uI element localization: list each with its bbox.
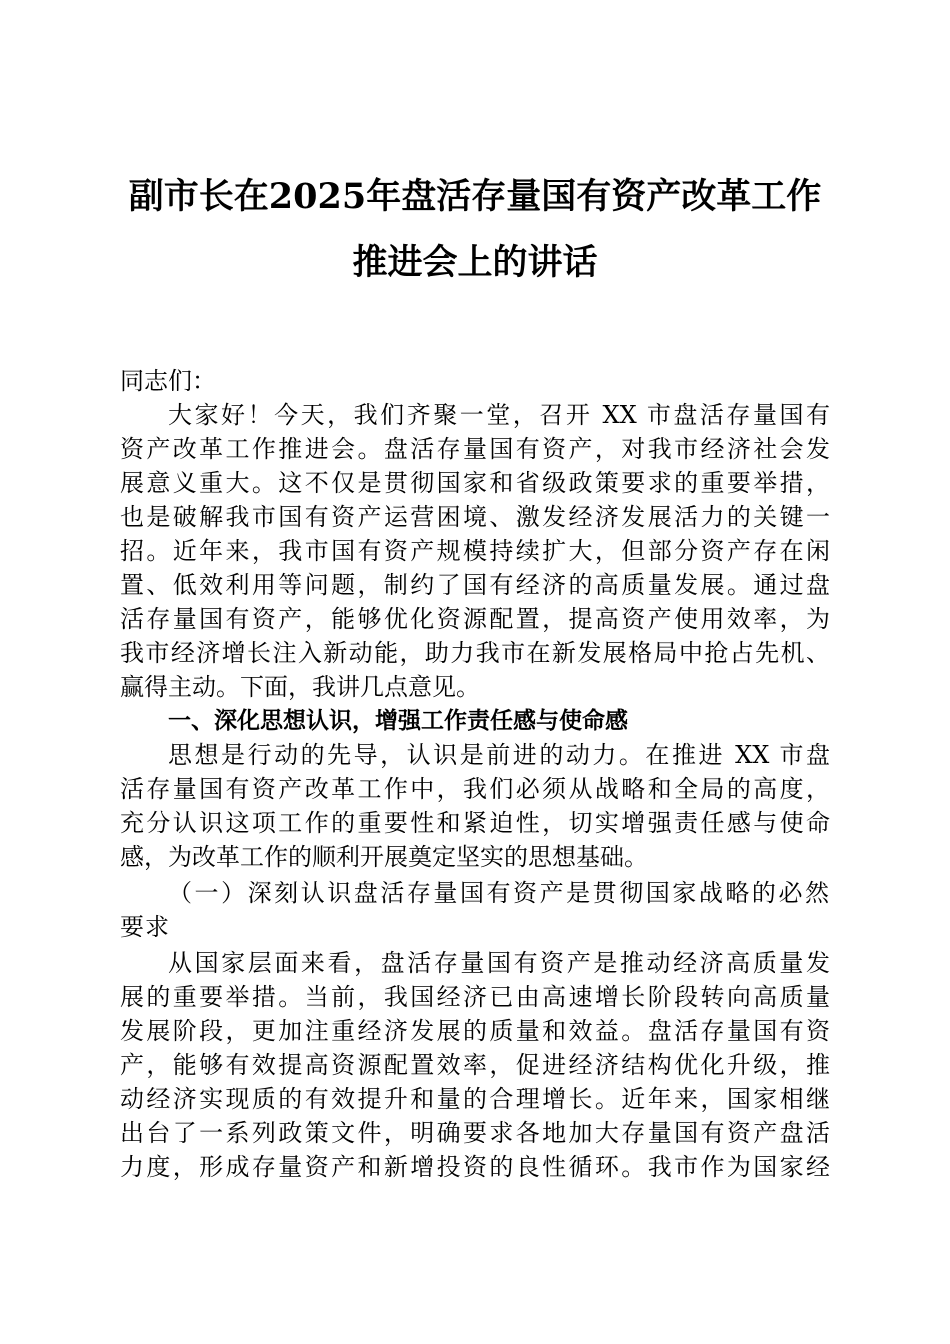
subheading-line: （一）深刻认识盘活存量国有资产是贯彻国家战略的必然 xyxy=(168,879,830,907)
salutation: 同志们： xyxy=(120,367,216,395)
subheading-line: 要求 xyxy=(120,913,170,941)
paragraph-opening xyxy=(120,398,830,704)
paragraph-line: 产，能够有效提高资源配置效率，促进经济结构优化升级，推 xyxy=(120,1051,830,1079)
paragraph-subsection-1 xyxy=(120,946,830,1184)
paragraph-line: 发展阶段，更加注重经济发展的质量和效益。盘活存量国有资 xyxy=(120,1017,830,1045)
paragraph-line: 置、低效利用等问题，制约了国有经济的高质量发展。通过盘 xyxy=(120,571,830,599)
paragraph-line: 活存量国有资产，能够优化资源配置，提高资产使用效率，为 xyxy=(120,605,830,633)
paragraph-line: 资产改革工作推进会。盘活存量国有资产，对我市经济社会发 xyxy=(120,435,830,463)
paragraph-line: 活存量国有资产改革工作中，我们必须从战略和全局的高度， xyxy=(120,775,830,803)
paragraph-line: 展意义重大。这不仅是贯彻国家和省级政策要求的重要举措， xyxy=(120,469,830,497)
document-title-line-1: 副市长在2025年盘活存量国有资产改革工作 xyxy=(128,176,822,217)
paragraph-line: 从国家层面来看，盘活存量国有资产是推动经济高质量发 xyxy=(168,949,830,977)
paragraph-line: 思想是行动的先导，认识是前进的动力。在推进 XX 市盘 xyxy=(168,741,830,769)
paragraph-line: 动经济实现质的有效提升和量的合理增长。近年来，国家相继 xyxy=(120,1085,830,1113)
document-body xyxy=(120,364,830,1184)
paragraph-line: 力度，形成存量资产和新增投资的良性循环。我市作为国家经 xyxy=(120,1153,830,1181)
section-heading-1: 一、深化思想认识，增强工作责任感与使命感 xyxy=(168,708,628,734)
paragraph-line: 展的重要举措。当前，我国经济已由高速增长阶段转向高质量 xyxy=(120,983,830,1011)
paragraph-line: 大家好！今天，我们齐聚一堂，召开 XX 市盘活存量国有 xyxy=(168,401,830,429)
paragraph-line: 招。近年来，我市国有资产规模持续扩大，但部分资产存在闲 xyxy=(120,537,830,565)
paragraph-line: 充分认识这项工作的重要性和紧迫性，切实增强责任感与使命 xyxy=(120,809,830,837)
paragraph-line: 我市经济增长注入新动能，助力我市在新发展格局中抢占先机、 xyxy=(120,639,830,667)
subsection-heading-1 xyxy=(120,876,830,944)
paragraph-line: 赢得主动。下面，我讲几点意见。 xyxy=(120,673,480,701)
paragraph-line: 感，为改革工作的顺利开展奠定坚实的思想基础。 xyxy=(120,843,648,871)
paragraph-line: 出台了一系列政策文件，明确要求各地加大存量国有资产盘活 xyxy=(120,1119,830,1147)
document-title-line-2: 推进会上的讲话 xyxy=(352,242,598,283)
paragraph-line: 也是破解我市国有资产运营困境、激发经济发展活力的关键一 xyxy=(120,503,830,531)
paragraph-section-1 xyxy=(120,738,830,874)
